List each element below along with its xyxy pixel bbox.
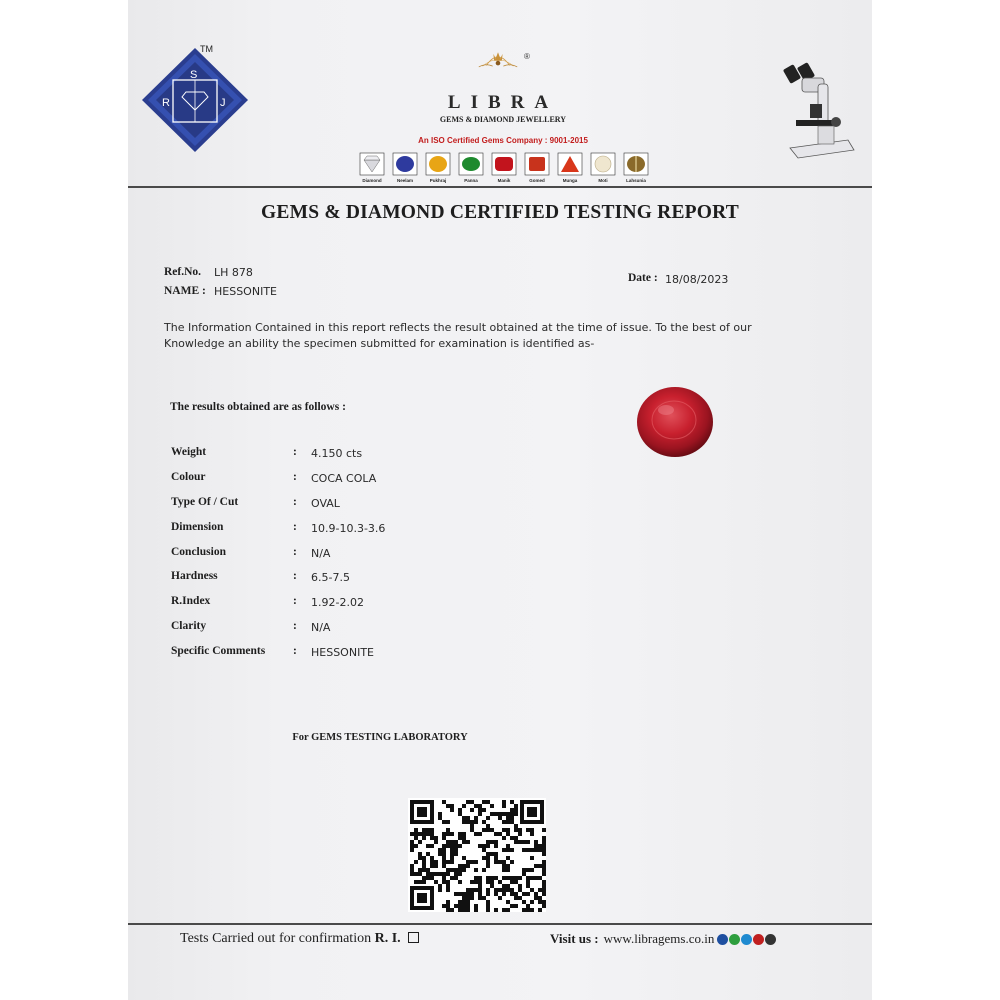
field-hardness: Hardness : 6.5-7.5 [171, 570, 350, 585]
gem-panna: Panna [457, 152, 485, 190]
srj-letter-r: R [162, 97, 170, 109]
gem-lahsunia: Lahsunia [622, 152, 650, 190]
field-specific-comments: Specific Comments : HESSONITE [171, 645, 374, 660]
name-label: NAME : [164, 285, 206, 297]
diamond-icon [359, 152, 385, 176]
twitter-icon[interactable] [741, 934, 752, 945]
footer-divider [128, 923, 872, 925]
gem-moti: Moti [589, 152, 617, 190]
instagram-icon[interactable] [765, 934, 776, 945]
gem-munga: Munga [556, 152, 584, 190]
microscope-icon [778, 60, 858, 165]
date-value: 18/08/2023 [665, 273, 729, 286]
checkbox-icon [408, 932, 419, 943]
field-clarity: Clarity : N/A [171, 620, 331, 635]
cats-eye-icon [623, 152, 649, 176]
header-divider [128, 186, 872, 188]
hessonite-icon [524, 152, 550, 176]
date-label: Date : [628, 272, 658, 284]
gem-manik: Manik [490, 152, 518, 190]
intro-paragraph: The Information Contained in this report reflects the result obtained at the time of issue. To the best of our Knowledge an ability the specimen submitted for examination is identified as- [164, 321, 752, 350]
visit-us [550, 931, 776, 947]
gem-pukhraj: Pukhraj [424, 152, 452, 190]
social-icons [717, 934, 776, 945]
gem-neelam: Neelam [391, 152, 419, 190]
emerald-icon [458, 152, 484, 176]
field-type-cut: Type Of / Cut : OVAL [171, 495, 340, 510]
srj-letter-s: S [190, 69, 198, 81]
field-conclusion: Conclusion : N/A [171, 545, 331, 560]
hessonite-gemstone-photo [634, 384, 716, 460]
iso-certification: An ISO Certified Gems Company : 9001-2015 [418, 136, 588, 145]
ruby-icon [491, 152, 517, 176]
qr-code[interactable] [408, 798, 546, 912]
libra-subtitle: GEMS & DIAMOND JEWELLERY [439, 115, 567, 124]
field-colour: Colour : COCA COLA [171, 470, 377, 485]
certificate-paper [128, 0, 872, 1000]
lab-signature: For GEMS TESTING LABORATORY [292, 732, 468, 743]
tests-method: R. I. [374, 931, 401, 946]
gem-gomed: Gomed [523, 152, 551, 190]
field-weight: Weight : 4.150 cts [171, 446, 363, 460]
tests-note [180, 931, 419, 947]
facebook-icon[interactable] [717, 934, 728, 945]
ref-no-label: Ref.No. [164, 266, 202, 278]
srj-letter-j: J [220, 97, 226, 109]
registered-mark: ® [524, 52, 530, 61]
yellow-sapphire-icon [425, 152, 451, 176]
results-heading: The results obtained are as follows : [170, 401, 346, 413]
gem-diamond: Diamond [358, 152, 386, 190]
blue-sapphire-icon [392, 152, 418, 176]
srj-logo [140, 40, 250, 155]
results-table [171, 446, 531, 670]
ref-no-value: LH 878 [214, 266, 253, 279]
field-r-index: R.Index : 1.92-2.02 [171, 595, 364, 610]
youtube-icon[interactable] [753, 934, 764, 945]
coral-icon [557, 152, 583, 176]
libra-brand-name: LIBRA [447, 92, 559, 113]
field-dimension: Dimension : 10.9-10.3-3.6 [171, 520, 386, 535]
gem-strip [358, 152, 650, 190]
name-value: HESSONITE [214, 285, 277, 298]
pearl-icon [590, 152, 616, 176]
website-link[interactable]: www.libragems.co.in [603, 931, 715, 946]
whatsapp-icon[interactable] [729, 934, 740, 945]
visit-label: Visit us : [550, 931, 599, 946]
report-title: GEMS & DIAMOND CERTIFIED TESTING REPORT [261, 202, 739, 223]
tests-text: Tests Carried out for confirmation [180, 931, 372, 946]
trademark-mark: TM [200, 44, 213, 54]
